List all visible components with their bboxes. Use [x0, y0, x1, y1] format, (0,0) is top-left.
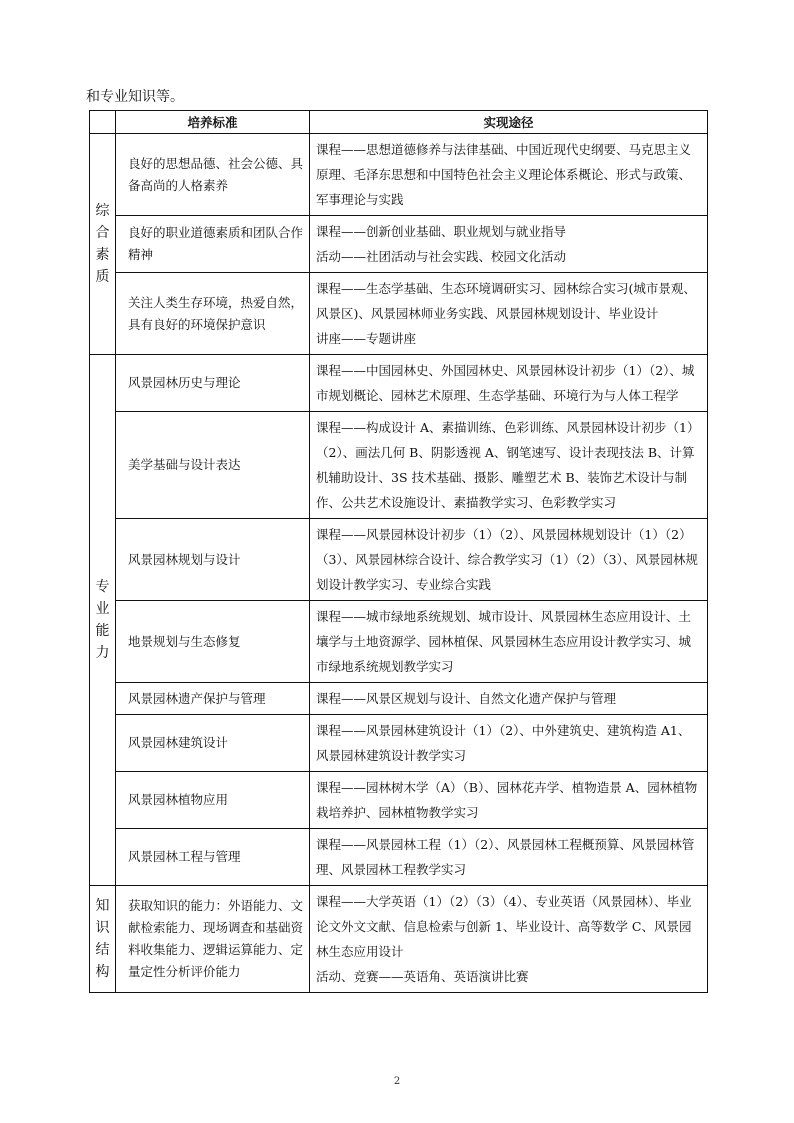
- approach-cell: [310, 829, 708, 886]
- approach-line: 讲座——专题讲座: [316, 331, 417, 346]
- approach-cell: [310, 715, 708, 772]
- approach-cell: [310, 886, 708, 993]
- approach-line: 课程——构成设计 A、素描训练、色彩训练、风景园林设计初步（1）（2）、画法几何 B、阴影透视 A、钢笔速写、设计表现技法 B、计算机辅助设计、3S 技术基础、摄影、雕塑艺术 B、装饰艺术设计与制作、公共艺术设施设计、素描教学实习、色彩教学实习: [316, 420, 700, 510]
- category-cell: [90, 886, 116, 993]
- header-category: [90, 111, 116, 134]
- training-standards-table: [89, 110, 708, 993]
- standard-cell: 风景园林遗产保护与管理: [116, 683, 310, 715]
- approach-line: 活动——社团活动与社会实践、校园文化活动: [316, 249, 567, 264]
- standard-cell: 风景园林工程与管理: [116, 829, 310, 886]
- approach-line: 课程——生态学基础、生态环境调研实习、园林综合实习(城市景观、风景区)、风景园林师业务实践、风景园林规划设计、毕业设计: [316, 281, 696, 321]
- approach-cell: [310, 216, 708, 273]
- approach-line: 课程——思想道德修养与法律基础、中国近现代史纲要、马克思主义原理、毛泽东思想和中国特色社会主义理论体系概论、形式与政策、军事理论与实践: [316, 142, 692, 207]
- approach-line: 课程——风景园林工程（1）（2）、风景园林工程概预算、风景园林管理、风景园林工程教学实习: [316, 837, 695, 877]
- standard-cell: 地景规划与生态修复: [116, 601, 310, 683]
- standard-cell: 风景园林建筑设计: [116, 715, 310, 772]
- approach-line: 课程——大学英语（1）（2）（3）（4）、专业英语（风景园林）、毕业论文外文文献、信息检索与创新 1、毕业设计、高等数学 C、风景园林生态应用设计: [316, 894, 692, 959]
- table-row: [90, 886, 708, 993]
- standard-cell: 风景园林历史与理论: [116, 355, 310, 412]
- category-label: 专业能力: [95, 579, 110, 661]
- table-row: [90, 715, 708, 772]
- approach-line: 课程——园林树木学（A）（B）、园林花卉学、植物造景 A、园林植物栽培养护、园林植物教学实习: [316, 780, 698, 820]
- table-row: [90, 355, 708, 412]
- table-row: [90, 216, 708, 273]
- table-row: [90, 412, 708, 519]
- standard-cell: 美学基础与设计表达: [116, 412, 310, 519]
- category-label: 知识结构: [95, 898, 110, 980]
- category-cell: [90, 355, 116, 886]
- approach-line: 课程——中国园林史、外国园林史、风景园林设计初步（1）（2）、城市规划概论、园林艺术原理、生态学基础、环境行为与人体工程学: [316, 363, 695, 403]
- table-row: [90, 601, 708, 683]
- table-row: [90, 829, 708, 886]
- approach-line: 课程——风景区规划与设计、自然文化遗产保护与管理: [316, 691, 617, 706]
- table-row: [90, 772, 708, 829]
- approach-cell: [310, 134, 708, 216]
- approach-line: 课程——风景园林设计初步（1）（2）、风景园林规划设计（1）（2）（3）、风景园林综合设计、综合教学实习（1）（2）（3）、风景园林规划设计教学实习、专业综合实践: [316, 527, 698, 592]
- approach-line: 课程——创新创业基础、职业规划与就业指导: [316, 224, 567, 239]
- approach-cell: [310, 601, 708, 683]
- approach-cell: [310, 273, 708, 355]
- standard-cell: 关注人类生存环境，热爱自然，具有良好的环境保护意识: [116, 273, 310, 355]
- standard-cell: 风景园林规划与设计: [116, 519, 310, 601]
- approach-cell: [310, 519, 708, 601]
- approach-cell: [310, 772, 708, 829]
- approach-cell: [310, 355, 708, 412]
- table-row: [90, 519, 708, 601]
- approach-cell: [310, 683, 708, 715]
- approach-line: 课程——城市绿地系统规划、城市设计、风景园林生态应用设计、土壤学与土地资源学、园林植保、风景园林生态应用设计教学实习、城市绿地系统规划教学实习: [316, 609, 692, 674]
- page-number: 2: [393, 1076, 401, 1087]
- approach-line: 活动、竞赛——英语角、英语演讲比赛: [316, 969, 529, 984]
- intro-text: 和专业知识等。: [86, 89, 184, 105]
- approach-line: 课程——风景园林建筑设计（1）（2）、中外建筑史、建筑构造 A1、风景园林建筑设计教学实习: [316, 723, 691, 763]
- approach-cell: [310, 412, 708, 519]
- table-header-row: [90, 111, 708, 134]
- standard-cell: 良好的职业道德素质和团队合作精神: [116, 216, 310, 273]
- category-cell: [90, 134, 116, 355]
- table-row: [90, 683, 708, 715]
- table-row: [90, 273, 708, 355]
- header-standard: 培养标准: [116, 111, 310, 134]
- table-row: [90, 134, 708, 216]
- standard-cell: 良好的思想品德、社会公德、具备高尚的人格素养: [116, 134, 310, 216]
- standard-cell: 获取知识的能力：外语能力、文献检索能力、现场调查和基础资料收集能力、逻辑运算能力、定量定性分析评价能力: [116, 886, 310, 993]
- category-label: 综合素质: [95, 203, 110, 285]
- standard-cell: 风景园林植物应用: [116, 772, 310, 829]
- header-approach: 实现途径: [310, 111, 708, 134]
